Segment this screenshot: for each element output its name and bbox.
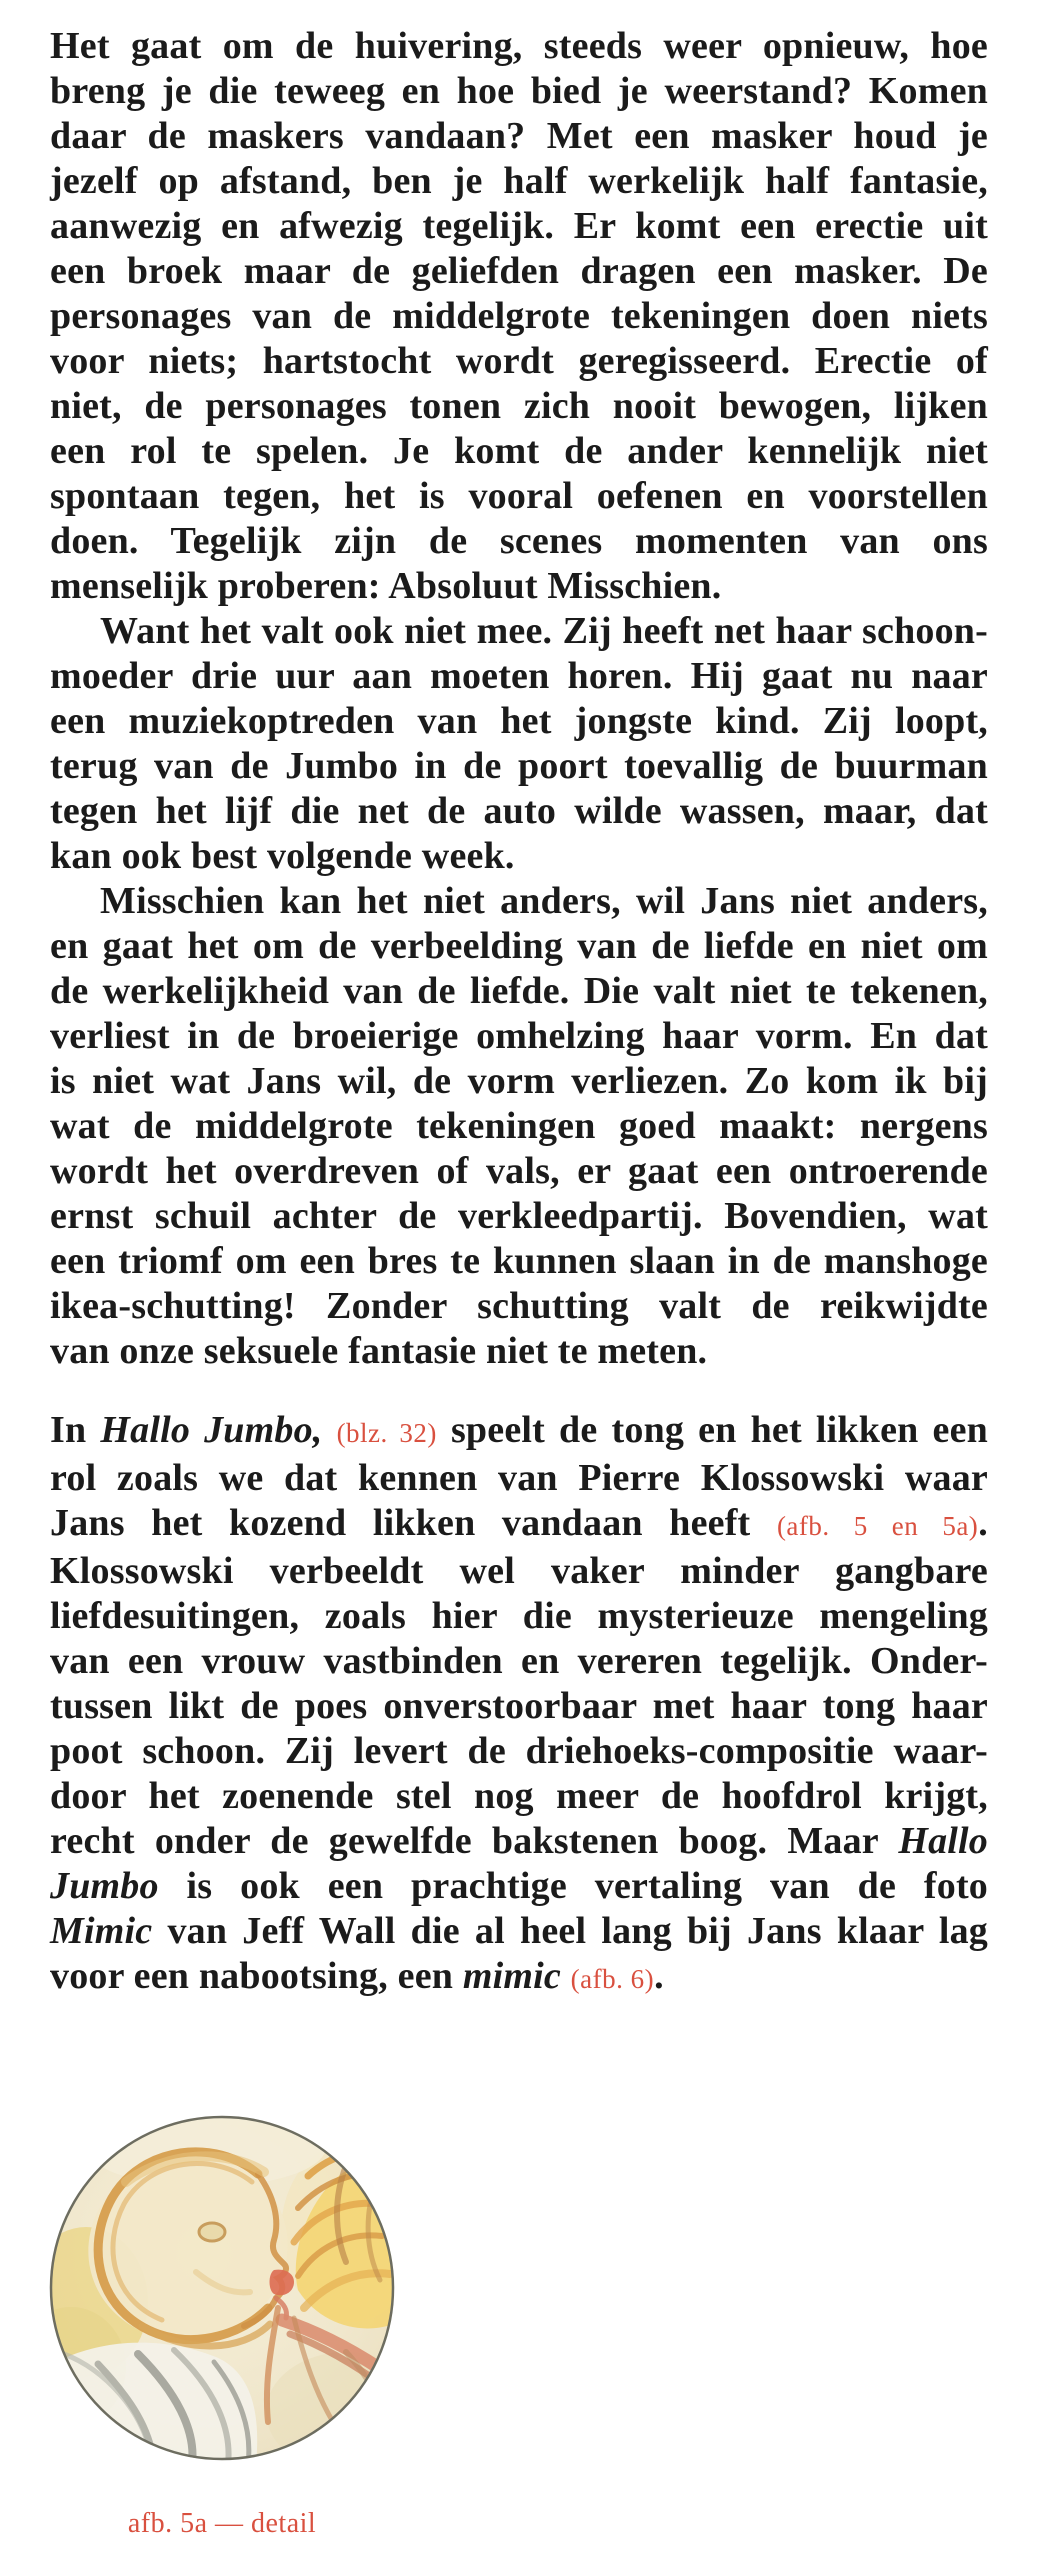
text-segment: ikea-schutting! Zonder schutting valt de reikwijdte — [50, 1285, 988, 1327]
text-segment: voor niets; hartstocht wordt geregisseerd. Erectie of — [50, 340, 988, 382]
text-segment: tussen likt de poes onverstoorbaar met haar tong haar — [50, 1685, 988, 1727]
text-line — [50, 1104, 988, 1149]
text-line — [50, 159, 988, 204]
text-segment: een muziekoptreden van het jongste kind. Zij loopt, — [50, 700, 988, 742]
text-segment: wordt het overdreven of vals, er gaat een ontroerende — [50, 1150, 988, 1192]
text-line — [50, 1149, 988, 1194]
text-line — [50, 609, 988, 654]
text-line — [50, 1954, 988, 2002]
colored-pencil-kiss-drawing — [46, 2112, 398, 2464]
text-segment: en gaat het om de verbeelding van de liefde en niet om — [50, 925, 988, 967]
text-line — [50, 969, 988, 1014]
text-segment: terug van de Jumbo in de poort toevallig de buurman — [50, 745, 988, 787]
text-segment: is ook een prachtige vertaling van de foto — [158, 1865, 988, 1907]
inline-ref: (blz. 32) — [336, 1418, 437, 1448]
text-line — [50, 474, 988, 519]
text-segment: . — [978, 1502, 988, 1544]
text-segment: moeder drie uur aan moeten horen. Hij gaat nu naar — [50, 655, 988, 697]
text-line — [50, 1819, 988, 1864]
drawing-detail-svg — [46, 2112, 398, 2464]
text-line — [50, 1284, 988, 1329]
text-line — [50, 114, 988, 159]
text-line — [50, 834, 988, 879]
text-line — [50, 654, 988, 699]
text-line — [50, 1774, 988, 1819]
text-segment: jezelf op afstand, ben je half werkelijk half fantasie, — [50, 160, 988, 202]
paragraph — [50, 24, 988, 609]
text-segment: aanwezig en afwezig tegelijk. Er komt een erectie uit — [50, 205, 988, 247]
italic-title: mimic — [462, 1955, 561, 1997]
text-segment — [323, 1409, 337, 1451]
text-segment: kan ook best volgende week. — [50, 835, 515, 877]
text-segment: liefdesuitingen, zoals hier die mysterieuze mengeling — [50, 1595, 988, 1637]
text-segment: personages van de middelgrote tekeningen doen niets — [50, 295, 988, 337]
text-line — [50, 564, 988, 609]
text-line — [50, 1864, 988, 1909]
text-segment: niet, de personages tonen zich nooit bewogen, lijken — [50, 385, 988, 427]
text-segment: Klossowski verbeeldt wel vaker minder gangbare — [50, 1550, 988, 1592]
text-segment: Het gaat om de huivering, steeds weer opnieuw, hoe — [50, 25, 988, 67]
text-line — [50, 924, 988, 969]
italic-title: Hallo — [898, 1820, 988, 1862]
flame-hand — [294, 2150, 398, 2328]
italic-title: Jumbo — [50, 1865, 159, 1907]
text-segment: verliest in de broeierige omhelzing haar vorm. En dat — [50, 1015, 988, 1057]
figure-afb-5a — [46, 2112, 398, 2540]
text-segment: menselijk proberen: Absoluut Misschien. — [50, 565, 722, 607]
text-segment: speelt de tong en het likken een — [436, 1409, 989, 1451]
text-line — [50, 204, 988, 249]
text-line — [50, 1194, 988, 1239]
text-segment: Want het valt ook niet mee. Zij heeft net haar schoon- — [100, 610, 988, 652]
text-line — [50, 294, 988, 339]
text-segment: ernst schuil achter de verkleedpartij. Bovendien, wat — [50, 1195, 988, 1237]
text-segment: tegen het lijf die net de auto wilde wassen, maar, dat — [50, 790, 988, 832]
text-segment: . — [654, 1955, 664, 1997]
text-segment: poot schoon. Zij levert de driehoeks-compositie waar- — [50, 1730, 988, 1772]
inline-ref: (afb. 6) — [570, 1964, 655, 1994]
paragraph — [50, 609, 988, 879]
text-segment: is niet wat Jans wil, de vorm verliezen. Zo kom ik bij — [50, 1060, 988, 1102]
text-segment: voor een nabootsing, een — [50, 1955, 463, 1997]
text-segment: spontaan tegen, het is vooral oefenen en voorstellen — [50, 475, 988, 517]
text-line — [50, 1549, 988, 1594]
text-line — [50, 339, 988, 384]
text-segment: recht onder de gewelfde bakstenen boog. Maar — [50, 1820, 899, 1862]
text-line — [50, 789, 988, 834]
text-line — [50, 1594, 988, 1639]
text-segment: een rol te spelen. Je komt de ander kennelijk niet — [50, 430, 988, 472]
text-segment: rol zoals we dat kennen van Pierre Klossowski waar — [50, 1457, 988, 1499]
italic-title: Mimic — [50, 1910, 153, 1952]
text-line — [50, 1239, 988, 1284]
paragraph — [50, 1408, 988, 2002]
text-line — [50, 519, 988, 564]
text-line — [50, 24, 988, 69]
text-line — [50, 1059, 988, 1104]
article-text — [50, 24, 988, 2002]
text-segment: van onze seksuele fantasie niet te meten. — [50, 1330, 708, 1372]
text-segment: Jans het kozend likken vandaan heeft — [50, 1502, 777, 1544]
paragraph — [50, 879, 988, 1374]
text-line — [50, 249, 988, 294]
text-line — [50, 1729, 988, 1774]
italic-title: Hallo Jumbo, — [100, 1409, 323, 1451]
text-segment: van een vrouw vastbinden en vereren tegelijk. Onder- — [50, 1640, 988, 1682]
text-line — [50, 1329, 988, 1374]
text-segment: een broek maar de geliefden dragen een masker. De — [50, 250, 988, 292]
figure-caption: afb. 5a — detail — [127, 2508, 317, 2539]
text-segment: wat de middelgrote tekeningen goed maakt: nergens — [50, 1105, 988, 1147]
text-line — [50, 744, 988, 789]
text-line — [50, 879, 988, 924]
text-segment: daar de maskers vandaan? Met een masker houd je — [50, 115, 988, 157]
text-segment: door het zoenende stel nog meer de hoofdrol krijgt, — [50, 1775, 988, 1817]
text-segment: een triomf om een bres te kunnen slaan in de manshoge — [50, 1240, 988, 1282]
text-line — [50, 699, 988, 744]
inline-ref: (afb. 5 en 5a) — [776, 1511, 979, 1541]
text-segment: breng je die teweeg en hoe bied je weerstand? Komen — [50, 70, 988, 112]
text-line — [50, 1639, 988, 1684]
text-line — [50, 429, 988, 474]
text-line — [50, 69, 988, 114]
text-segment: de werkelijkheid van de liefde. Die valt niet te tekenen, — [50, 970, 988, 1012]
text-line — [50, 1684, 988, 1729]
text-segment: doen. Tegelijk zijn de scenes momenten van ons — [50, 520, 988, 562]
text-segment: In — [50, 1409, 101, 1451]
text-line — [50, 384, 988, 429]
text-segment: Misschien kan het niet anders, wil Jans niet anders, — [100, 880, 988, 922]
text-line — [50, 1456, 988, 1501]
text-line — [50, 1014, 988, 1059]
text-segment — [561, 1955, 571, 1997]
text-line — [50, 1501, 988, 1549]
text-segment: van Jeff Wall die al heel lang bij Jans klaar lag — [152, 1910, 988, 1952]
text-line — [50, 1909, 988, 1954]
text-line — [50, 1408, 988, 1456]
